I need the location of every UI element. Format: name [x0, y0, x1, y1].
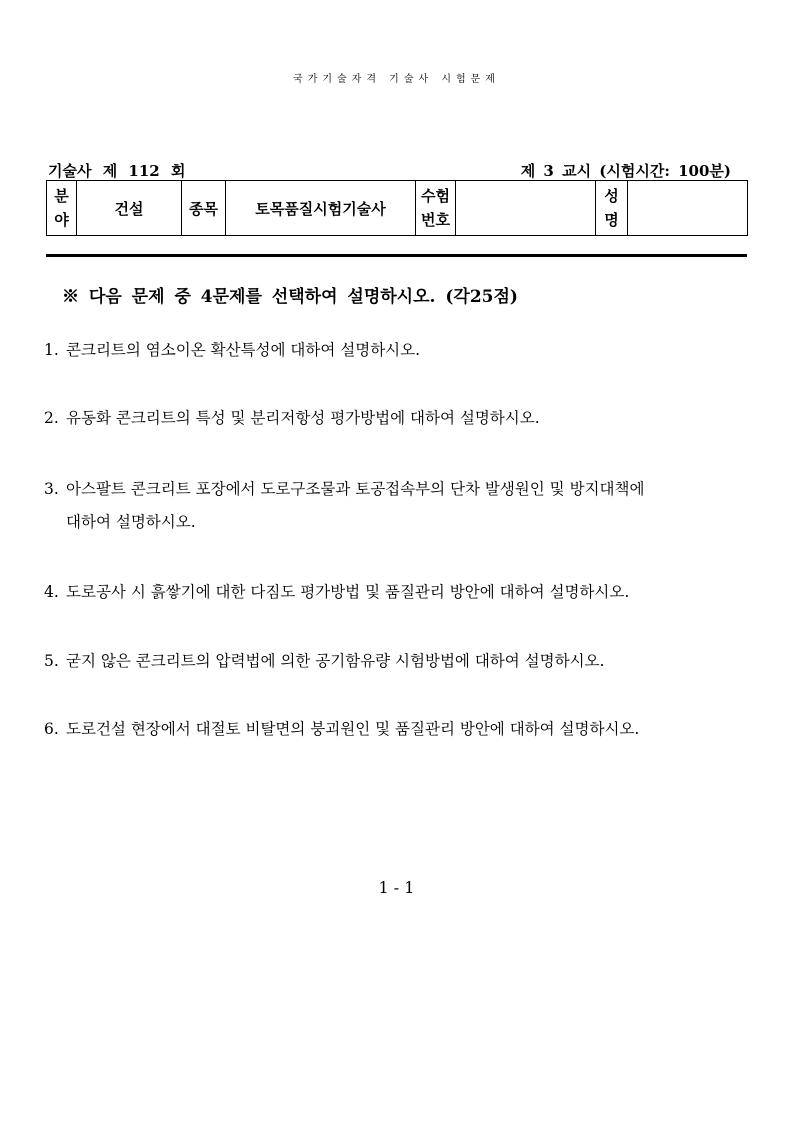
- question-text: 도로공사 시 흙쌓기에 대한 다짐도 평가방법 및 품질관리 방안에 대하여 설명하시오.: [66, 583, 630, 601]
- divider-rule: [46, 254, 747, 257]
- field-label-top: 분: [54, 187, 69, 205]
- name-label-bottom: 명: [604, 211, 619, 229]
- question-number: 4.: [44, 583, 59, 601]
- name-value: [628, 181, 748, 236]
- field-label-cell: [47, 181, 77, 236]
- page-title: 국가기술자격 기술사 시험문제: [293, 74, 500, 85]
- name-label-cell: [596, 181, 628, 236]
- question-number: 3.: [44, 480, 59, 498]
- instruction-text: ※ 다음 문제 중 4문제를 선택하여 설명하시오. (각25점): [62, 287, 518, 307]
- page-number: 1 - 1: [378, 878, 415, 897]
- question-number: 1.: [44, 341, 59, 359]
- question-6: [44, 713, 754, 746]
- exam-number-label-bottom: 번호: [421, 211, 450, 229]
- field-value: 건설: [77, 181, 182, 236]
- exam-round: 기술사 제 112 회: [48, 162, 186, 180]
- question-number: 5.: [44, 652, 59, 670]
- exam-number-value: [456, 181, 596, 236]
- question-text: 유동화 콘크리트의 특성 및 분리저항성 평가방법에 대하여 설명하시오.: [66, 409, 540, 427]
- question-4: [44, 576, 754, 609]
- category-value: 토목품질시험기술사: [226, 181, 416, 236]
- question-text: 콘크리트의 염소이온 확산특성에 대하여 설명하시오.: [66, 341, 421, 359]
- field-label-bottom: 야: [54, 211, 69, 229]
- question-text: 아스팔트 콘크리트 포장에서 도로구조물과 토공접속부의 단차 발생원인 및 방지대책에: [66, 480, 645, 498]
- name-label-top: 성: [604, 187, 619, 205]
- category-label: 종목: [182, 181, 226, 236]
- question-5: [44, 645, 754, 678]
- question-1: [44, 334, 754, 367]
- question-text: 굳지 않은 콘크리트의 압력법에 의한 공기함유량 시험방법에 대하여 설명하시오.: [66, 652, 605, 670]
- exam-number-label-cell: [416, 181, 456, 236]
- exam-session: 제 3 교시 (시험시간: 100분): [520, 162, 731, 180]
- question-number: 6.: [44, 720, 59, 738]
- question-number: 2.: [44, 409, 59, 427]
- question-continuation: 대하여 설명하시오.: [66, 513, 196, 531]
- exam-number-label-top: 수험: [421, 187, 450, 205]
- exam-info-table: [46, 180, 748, 236]
- question-text: 도로건설 현장에서 대절토 비탈면의 붕괴원인 및 품질관리 방안에 대하여 설명하시오.: [66, 720, 640, 738]
- question-2: [44, 402, 754, 435]
- question-3: [44, 473, 754, 539]
